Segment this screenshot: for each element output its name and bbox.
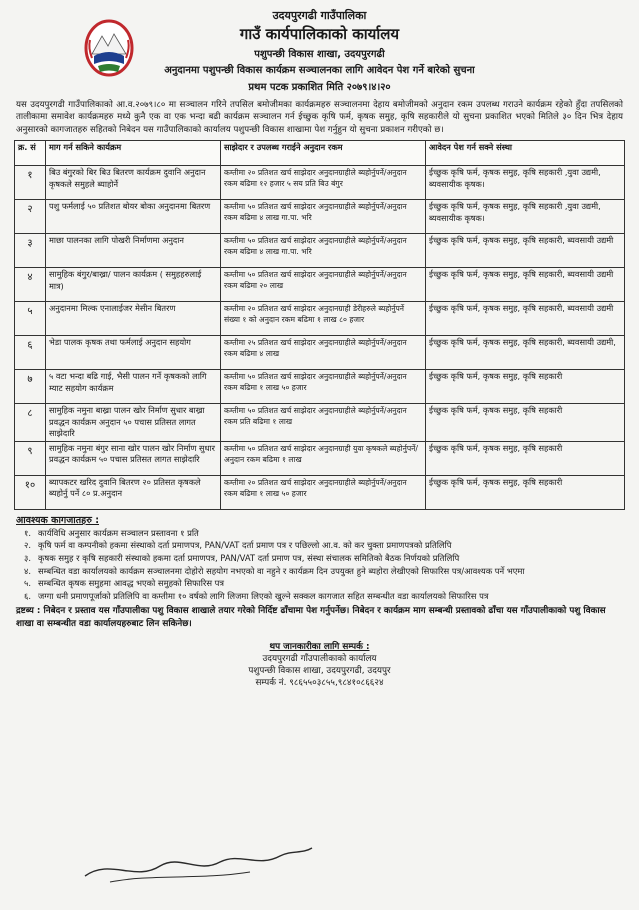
contact-block bbox=[14, 641, 625, 689]
row-eligible: ईच्छुक कृषि फर्म, कृषक समुह, कृषि सहकारी, ब्यवसायी उद्यमी, bbox=[426, 336, 625, 370]
row-eligible: ईच्छुक कृषि फर्म, कृषक समुह, कृषि सहकारी ,युवा उद्यमी, ब्यवसायीक कृषक। bbox=[426, 200, 625, 234]
row-sn: ९ bbox=[15, 441, 46, 475]
table-row bbox=[15, 370, 625, 404]
list-item-text: कृषि फर्म वा कम्पनीको हकमा संस्थाको दर्ता प्रमाणपत्र, PAN/VAT दर्ता प्रमाण पत्र र पछिल्लो आ.व. को कर चुक्ता प्रमाणपत्रको प्रतिलिपि bbox=[38, 540, 452, 551]
table-row bbox=[15, 441, 625, 475]
requirements-title: आवश्यक कागजातहरु : bbox=[16, 514, 100, 526]
row-program: अनुदानमा मिल्क एनालाईजर मेसीन बितरण bbox=[46, 302, 221, 336]
row-sn: १० bbox=[15, 475, 46, 509]
row-grant: कम्तीमा २० प्रतिशत खर्च साझेदार अनुदानग्राही डेरीहरुले ब्यहोर्नुपर्ने संख्या १ को अनुदान रकम बढिमा १ लाख ८० हजार bbox=[221, 302, 426, 336]
list-item-text: सम्बन्धित कृषक समुहमा आवद्ध भएको समुहको सिफारिस पत्र bbox=[38, 578, 225, 589]
table-row bbox=[15, 475, 625, 509]
list-item bbox=[24, 527, 625, 540]
row-program: बिउ बंगुरको बिर बिउ बितरण कार्यक्रम दुवानि अनुदान कृषकले समुहले ब्याहोर्ने bbox=[46, 166, 221, 200]
row-program: ब्यापकटर खरिद दुवानि बितरण २० प्रतिसत कृषकले ब्यहोर्नु पर्ने ८० प्र.अनुदान bbox=[46, 475, 221, 509]
header-grant: साझेदार र उपलब्ध गराईने अनुदान रकम bbox=[221, 141, 426, 166]
row-sn: ७ bbox=[15, 370, 46, 404]
row-grant: कम्तीमा २० प्रतिशत खर्च साझेदार अनुदानग्राहीले ब्यहोर्नुपर्ने/अनुदान रकम बढिमा १२ हजार ५ सय प्रति बिउ बंगुर bbox=[221, 166, 426, 200]
row-grant: कम्तीमा ५० प्रतिशत खर्च साझेदार अनुदानग्राही युवा कृषकले ब्यहोर्नुपर्ने/अनुदान रकम बढिमा १ लाख bbox=[221, 441, 426, 475]
row-sn: ४ bbox=[15, 268, 46, 302]
header-eligible: आवेदन पेश गर्न सक्ने संस्था bbox=[426, 141, 625, 166]
row-sn: ६ bbox=[15, 336, 46, 370]
list-item bbox=[24, 552, 625, 565]
program-table bbox=[14, 140, 625, 510]
contact-title: थप जानकारीका लागि सम्पर्क : bbox=[269, 642, 370, 653]
row-grant: कम्तीमा ५० प्रतिशत खर्च साझेदार अनुदानग्राहीले ब्यहोर्नुपर्ने/अनुदान रकम बढिमा ४ लाख गा.पा. भरि bbox=[221, 234, 426, 268]
municipality-name: उदयपुरगढी गाउँपालिका bbox=[272, 9, 367, 22]
table-row bbox=[15, 302, 625, 336]
table-row bbox=[15, 336, 625, 370]
publish-date: प्रथम पटक प्रकाशित मिति २०७९।४।२० bbox=[248, 82, 391, 93]
list-item bbox=[24, 577, 625, 590]
header-sn: क्र. सं bbox=[15, 141, 46, 166]
row-program: ५ वटा भन्दा बढि गाई, भैसी पालन गर्ने कृषकको लागि म्याट सहयोग कार्यक्रम bbox=[46, 370, 221, 404]
table-row bbox=[15, 166, 625, 200]
row-sn: ८ bbox=[15, 404, 46, 442]
list-item-number: १. bbox=[24, 527, 32, 538]
list-item bbox=[24, 539, 625, 552]
row-sn: २ bbox=[15, 200, 46, 234]
row-grant: कम्तीमा २० प्रतिशत खर्च साझेदार अनुदानग्राहीले ब्यहोर्नुपर्ने/अनुदान रकम बढिमा १ लाख ५० हजार bbox=[221, 475, 426, 509]
row-eligible: ईच्छुक कृषि फर्म, कृषक समुह, कृषि सहकारी ,युवा उद्यमी, ब्यवसायीक कृषक। bbox=[426, 166, 625, 200]
table-row bbox=[15, 268, 625, 302]
row-eligible: ईच्छुक कृषि फर्म, कृषक समुह, कृषि सहकारी, ब्यवसायी उद्यमी bbox=[426, 302, 625, 336]
row-program: भेडा पालक कृषक तथा फर्मलाई अनुदान सहयोग bbox=[46, 336, 221, 370]
list-item-text: कृषक समुह र कृषि सहकारी संस्थाको हकमा दर्ता प्रमाणपत्र, PAN/VAT दर्ता प्रमाण पत्र, संस्था संचालक समितिको बैठक निर्णयको प्रतिलिपि bbox=[38, 552, 460, 563]
header-program: माग गर्न सकिने कार्यक्रम bbox=[46, 141, 221, 166]
table-row bbox=[15, 200, 625, 234]
row-grant: कम्तीमा ५० प्रतिशत खर्च साझेदार अनुदानग्राहीले ब्यहोर्नुपर्ने/अनुदान रकम बढिमा २० लाख bbox=[221, 268, 426, 302]
contact-branch: पशुपन्छी विकास शाखा, उदयपुरगढी, उदयपुर bbox=[248, 666, 391, 677]
list-item-text: सम्बन्धित वडा कार्यालयको कार्यक्रम सञ्चालनमा दोहोरो सहयोग नभएको वा नहुने र कार्यक्रम दिन उपयुक्त हुने ब्यहोरा लेखीएको सिफारिस पत्र/आवश्यक पर्ने भएमा bbox=[38, 565, 525, 576]
row-eligible: ईच्छुक कृषि फर्म, कृषक समुह, कृषि सहकारी, ब्यवसायी उद्यमी bbox=[426, 234, 625, 268]
row-grant: कम्तीमा ५० प्रतिशत खर्च साझेदार अनुदानग्राहीले ब्यहोर्नुपर्ने/अनुदान रकम बढिमा १ लाख ५० हजार bbox=[221, 370, 426, 404]
contact-office: उदयपुरगढी गाँउपालीकाको कार्यालय bbox=[262, 654, 377, 665]
row-sn: १ bbox=[15, 166, 46, 200]
row-program: पशु फर्मलाई ५० प्रतिशत बोयर बोका अनुदानमा बितरण bbox=[46, 200, 221, 234]
row-program: सामुहिक नमुना बाख्रा पालन खोर निर्माण सुधार बाख्रा प्रवद्धन कार्यक्रम अनुदान ५० पचास प्रतिसत लागत साझेदारि bbox=[46, 404, 221, 442]
list-item-text: कार्यविधि अनुसार कार्यक्रम सञ्चालन प्रस्तावना १ प्रति bbox=[38, 527, 199, 538]
requirements-list bbox=[24, 527, 625, 603]
list-item bbox=[24, 565, 625, 578]
row-eligible: ईच्छुक कृषि फर्म, कृषक समुह, कृषि सहकारी, ब्यवसायी उद्यमी bbox=[426, 268, 625, 302]
office-name: गाउँ कार्यपालिकाको कार्यालय bbox=[239, 25, 400, 43]
row-grant: कम्तीमा ५० प्रतिशत खर्च साझेदार अनुदानग्राहीले ब्यहोर्नुपर्ने/अनुदान रकम प्रति बढिमा १ लाख bbox=[221, 404, 426, 442]
row-program: माछा पालनका लागि पोखरी निर्माणमा अनुदान bbox=[46, 234, 221, 268]
notice-title: अनुदानमा पशुपन्छी विकास कार्यक्रम सञ्चालनका लागि आवेदन पेश गर्ने बारेको सुचना bbox=[164, 65, 475, 76]
list-item-number: ४. bbox=[24, 565, 32, 576]
note-paragraph: द्रष्टब्य : निबेदन र प्रस्ताव यस गाँउपालीका पशु विकास शाखाले तयार गरेको निर्दिष्ट ढाँचामा पेश गर्नुपर्नेछ। निबेदन र कार्यक्रम माग सम्बन्धी प्रस्तावको ढाँचा यस गाँउपालीकाको पशु विकास शाखा वा सम्बन्धीत वडा कार्यालयहरुबाट लिन सकिनेछ। bbox=[16, 606, 606, 630]
nepal-emblem-icon bbox=[84, 18, 134, 78]
row-grant: कम्तीमा २५ प्रतिशत खर्च साझेदार अनुदानग्राहीले ब्यहोर्नुपर्ने/अनुदान रकम बढिमा ४ लाख bbox=[221, 336, 426, 370]
list-item-number: ३. bbox=[24, 552, 32, 563]
table-row bbox=[15, 404, 625, 442]
table-row bbox=[15, 234, 625, 268]
row-sn: ३ bbox=[15, 234, 46, 268]
list-item-number: ५. bbox=[24, 578, 32, 589]
list-item bbox=[24, 590, 625, 603]
handwritten-signature bbox=[80, 838, 320, 888]
list-item-number: २. bbox=[24, 540, 32, 551]
list-item-number: ६. bbox=[24, 590, 32, 601]
list-item-text: जग्गा धनी प्रमाणपूर्जाको प्रतिलिपि वा कम्तीमा १० वर्षको लागि लिजमा लिएको खुल्ने सक्कल कागजात सहित सम्बन्धीत वडा कार्यालयको सिफारिस पत्र bbox=[38, 590, 489, 601]
table-header-row bbox=[15, 141, 625, 166]
contact-phone: सम्पर्क नं. ९८६५५०३८५५,९८४१०८६६२४ bbox=[255, 678, 384, 689]
row-program: सामुहिक नमुना बंगुर साना खोर पालन खोर निर्माण सुधार प्रवद्धन कार्यक्रम ५० पचास प्रतिसत लागत साझेदारि bbox=[46, 441, 221, 475]
row-eligible: ईच्छुक कृषि फर्म, कृषक समुह, कृषि सहकारी bbox=[426, 370, 625, 404]
row-eligible: ईच्छुक कृषि फर्म, कृषक समुह, कृषि सहकारी bbox=[426, 441, 625, 475]
row-eligible: ईच्छुक कृषि फर्म, कृषक समुह, कृषि सहकारी bbox=[426, 475, 625, 509]
branch-name: पशुपन्छी विकास शाखा, उदयपुरगढी bbox=[254, 49, 385, 60]
row-program: सामुहिक बंगुर/बाख्रा/ पालन कार्यक्रम ( समुहहरुलाई मात्र) bbox=[46, 268, 221, 302]
row-eligible: ईच्छुक कृषि फर्म, कृषक समुह, कृषि सहकारी bbox=[426, 404, 625, 442]
row-sn: ५ bbox=[15, 302, 46, 336]
intro-paragraph: यस उदयपुरगढी गाउँपालिकाको आ.व.२०७९।८० मा सञ्चालन गरिने तपसिल बमोजीमका कार्यक्रमहरु सञ्चालनमा देहाय बमोजीमको अनुदान रकम उपलब्ध गराउने कार्यक्रम रहेको हुँदा तपसिलको तालीकामा समावेश कार्यक्रमहरु मध्ये कुनै एक वा एक भन्दा बढी कार्यक्रम सञ्चालन गर्न ईच्छुक कृषि फर्म, कृषक समुह, कृषि सहकारीले यो सुचना प्रकाशित भएको मितिले ३० दिन भित्र देहाय अनुसारको कागजातहरु सहितको निबेदन यस गाउँपालिकाको कार्यालय पशुपन्छी विकास शाखामा पेश गर्नुहुन यो सुचना प्रकाशन गरीएको छ। bbox=[16, 100, 623, 135]
row-grant: कम्तीमा ५० प्रतिशत खर्च साझेदार अनुदानग्राहीले ब्यहोर्नुपर्ने/अनुदान रकम बढिमा ४ लाख गा.पा. भरि bbox=[221, 200, 426, 234]
